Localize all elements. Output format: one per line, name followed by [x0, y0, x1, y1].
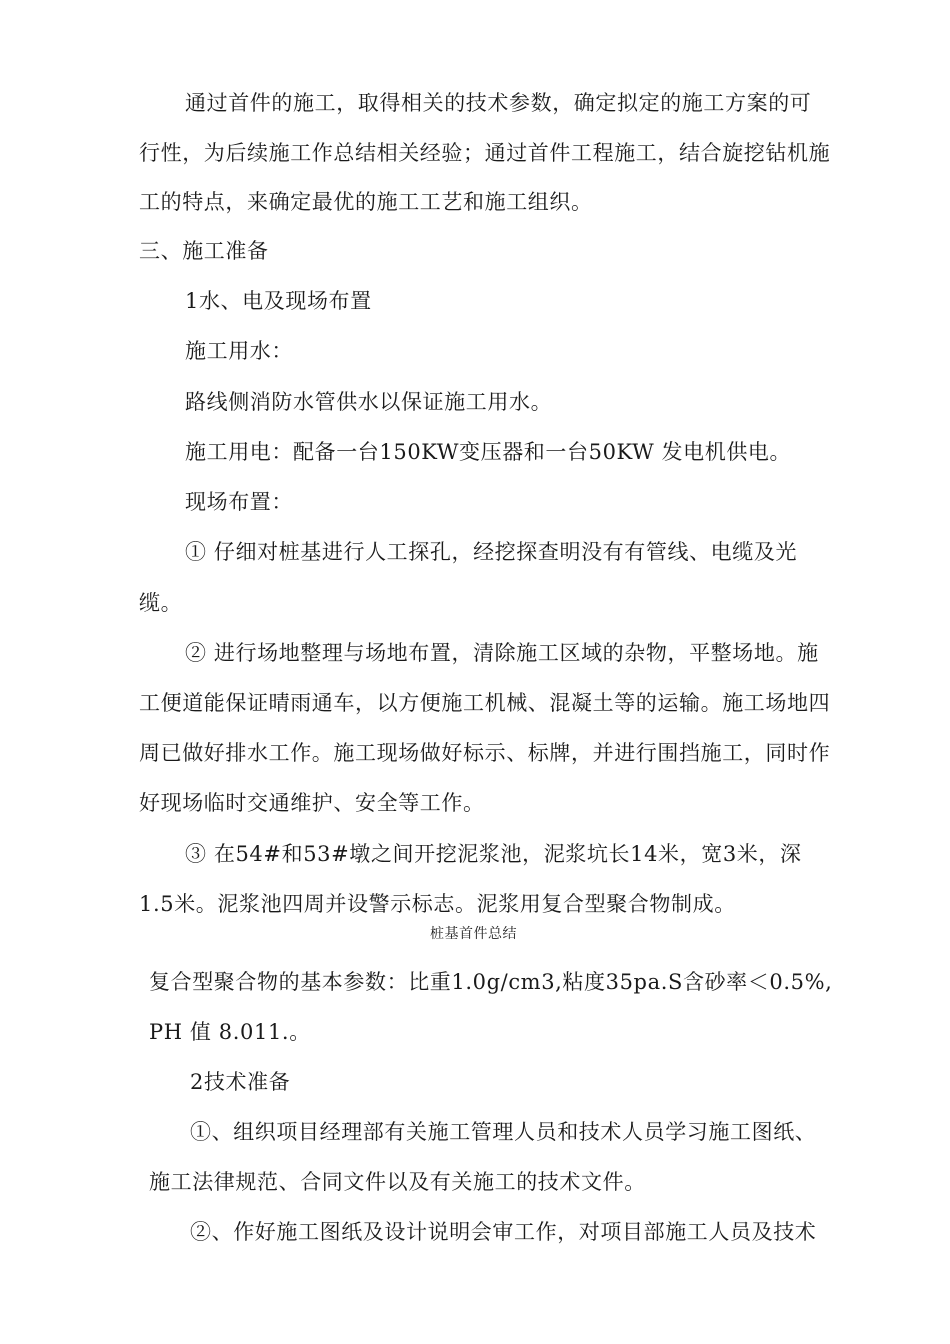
list-item-line: 1.5米。泥浆池四周并设警示标志。泥浆用复合型聚合物制成。	[139, 892, 736, 916]
subsection-heading: 2技术准备	[190, 1070, 291, 1094]
paragraph-line: PH 值 8.011.。	[149, 1020, 311, 1044]
paragraph-line: 通过首件的施工，取得相关的技术参数，确定拟定的施工方案的可	[185, 91, 812, 115]
paragraph-line: 复合型聚合物的基本参数：比重1.0g/cm3,粘度35pa.S含砂率＜0.5%,	[149, 970, 833, 994]
paragraph-line: 施工用电：配备一台150KW变压器和一台50KW 发电机供电。	[185, 440, 792, 464]
page-footer: 桩基首件总结	[430, 926, 517, 942]
section-heading: 三、施工准备	[139, 239, 269, 263]
paragraph-line: 工的特点，来确定最优的施工工艺和施工组织。	[139, 190, 593, 214]
list-item-line: 好现场临时交通维护、安全等工作。	[139, 791, 485, 815]
paragraph-line: 路线侧消防水管供水以保证施工用水。	[185, 390, 553, 414]
list-item-line: ①、组织项目经理部有关施工管理人员和技术人员学习施工图纸、	[190, 1120, 817, 1144]
paragraph-line: 施工用水：	[185, 339, 293, 363]
subsection-heading: 1水、电及现场布置	[185, 289, 372, 313]
paragraph-line: 行性，为后续施工作总结相关经验；通过首件工程施工，结合旋挖钻机施	[139, 141, 831, 165]
list-item-line: ②、作好施工图纸及设计说明会审工作，对项目部施工人员及技术	[190, 1220, 817, 1244]
list-item-line: 缆。	[139, 591, 183, 615]
list-item-line: 周已做好排水工作。施工现场做好标示、标牌，并进行围挡施工，同时作	[139, 741, 831, 765]
list-item-line: ③ 在54#和53#墩之间开挖泥浆池，泥浆坑长14米，宽3米，深	[185, 842, 802, 866]
list-item-line: ① 仔细对桩基进行人工探孔，经挖探查明没有有管线、电缆及光	[185, 540, 798, 564]
list-item-line: 工便道能保证晴雨通车，以方便施工机械、混凝土等的运输。施工场地四	[139, 691, 831, 715]
paragraph-line: 现场布置：	[185, 490, 293, 514]
list-item-line: ② 进行场地整理与场地布置，清除施工区域的杂物，平整场地。施	[185, 641, 819, 665]
list-item-line: 施工法律规范、合同文件以及有关施工的技术文件。	[149, 1170, 646, 1194]
